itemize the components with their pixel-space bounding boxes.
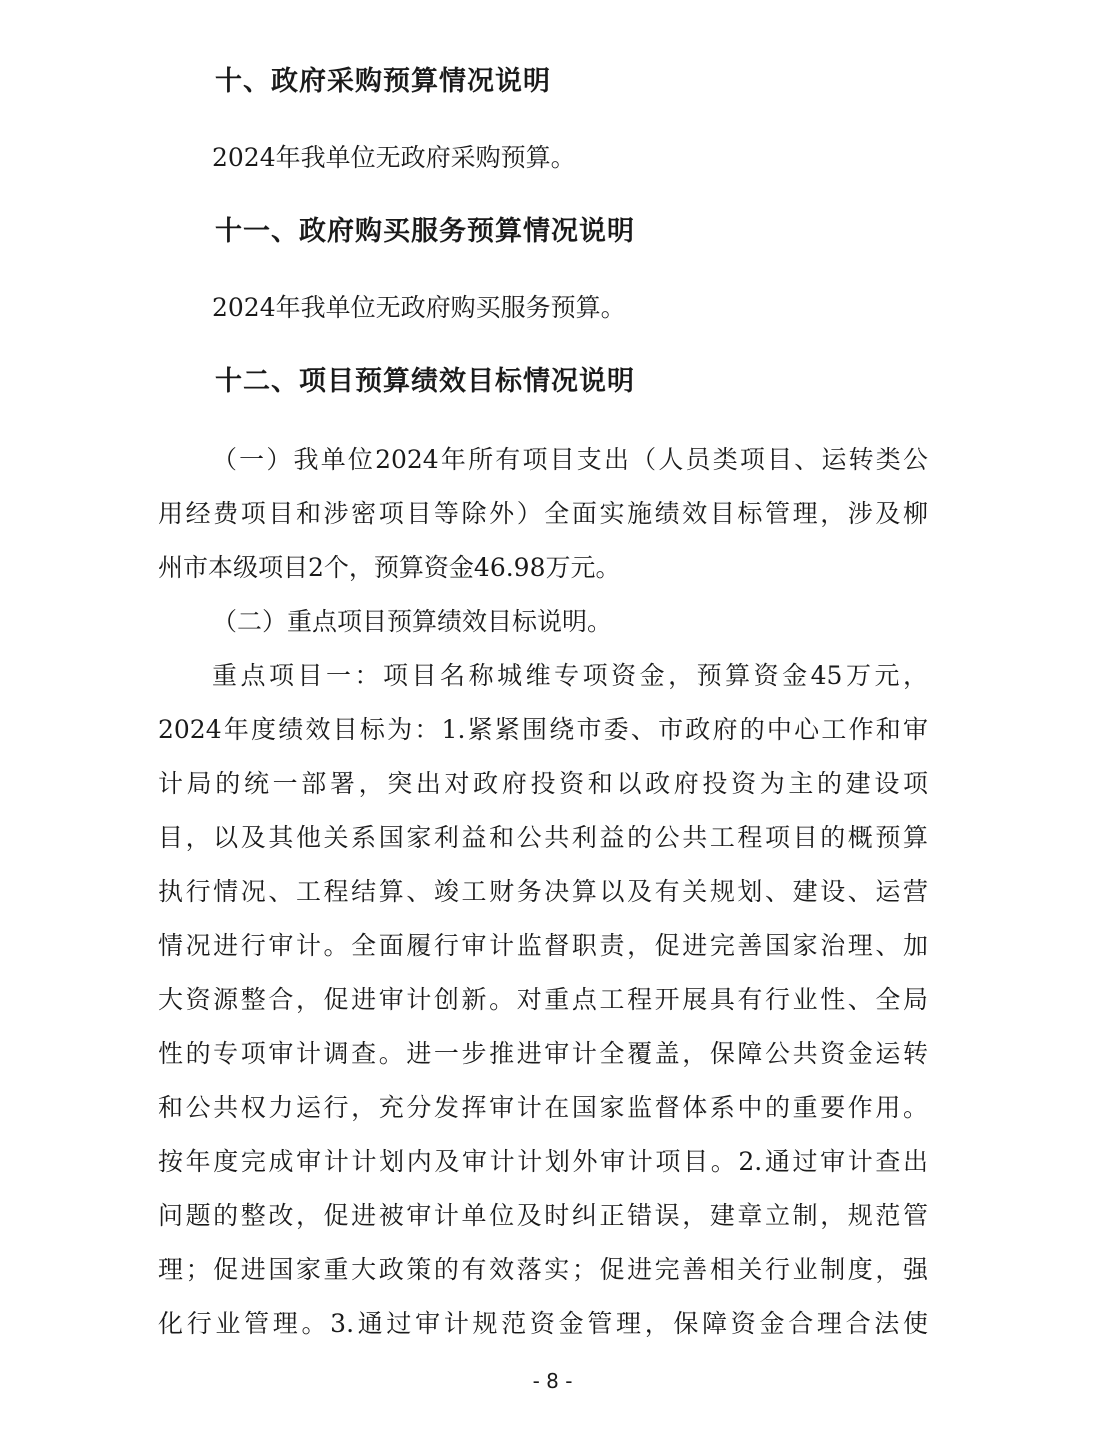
paragraph-line: 按年度完成审计计划内及审计计划外审计项目。2.通过审计查出	[158, 1147, 928, 1176]
paragraph-line: 州市本级项目2个，预算资金46.98万元。	[158, 553, 621, 582]
paragraph-line: 理；促进国家重大政策的有效落实；促进完善相关行业制度，强	[158, 1255, 928, 1284]
paragraph-line: 2024年度绩效目标为：1.紧紧围绕市委、市政府的中心工作和审	[158, 715, 928, 744]
paragraph-line: 目，以及其他关系国家利益和公共利益的公共工程项目的概预算	[158, 823, 928, 852]
paragraph-line: 计局的统一部署，突出对政府投资和以政府投资为主的建设项	[158, 769, 928, 798]
section-10-heading: 十、政府采购预算情况说明	[215, 66, 551, 97]
paragraph-line: （一）我单位2024年所有项目支出（人员类项目、运转类公	[212, 445, 928, 474]
paragraph-line: （二）重点项目预算绩效目标说明。	[212, 607, 613, 636]
section-11-body: 2024年我单位无政府购买服务预算。	[212, 293, 626, 322]
paragraph-line: 用经费项目和涉密项目等除外）全面实施绩效目标管理，涉及柳	[158, 499, 928, 528]
paragraph-line: 化行业管理。3.通过审计规范资金管理，保障资金合理合法使	[158, 1309, 928, 1338]
paragraph-line: 性的专项审计调查。进一步推进审计全覆盖，保障公共资金运转	[158, 1039, 928, 1068]
page-number: - 8 -	[532, 1369, 573, 1393]
paragraph-line: 和公共权力运行，充分发挥审计在国家监督体系中的重要作用。	[158, 1093, 928, 1122]
paragraph-line: 大资源整合，促进审计创新。对重点工程开展具有行业性、全局	[158, 985, 928, 1014]
paragraph-line: 情况进行审计。全面履行审计监督职责，促进完善国家治理、加	[158, 931, 928, 960]
paragraph-line: 问题的整改，促进被审计单位及时纠正错误，建章立制，规范管	[158, 1201, 928, 1230]
section-10-body: 2024年我单位无政府采购预算。	[212, 143, 576, 172]
section-11-heading: 十一、政府购买服务预算情况说明	[215, 216, 635, 247]
paragraph-line: 执行情况、工程结算、竣工财务决算以及有关规划、建设、运营	[158, 877, 928, 906]
paragraph-line: 重点项目一：项目名称城维专项资金，预算资金45万元，	[212, 661, 928, 690]
section-12-heading: 十二、项目预算绩效目标情况说明	[215, 366, 635, 397]
